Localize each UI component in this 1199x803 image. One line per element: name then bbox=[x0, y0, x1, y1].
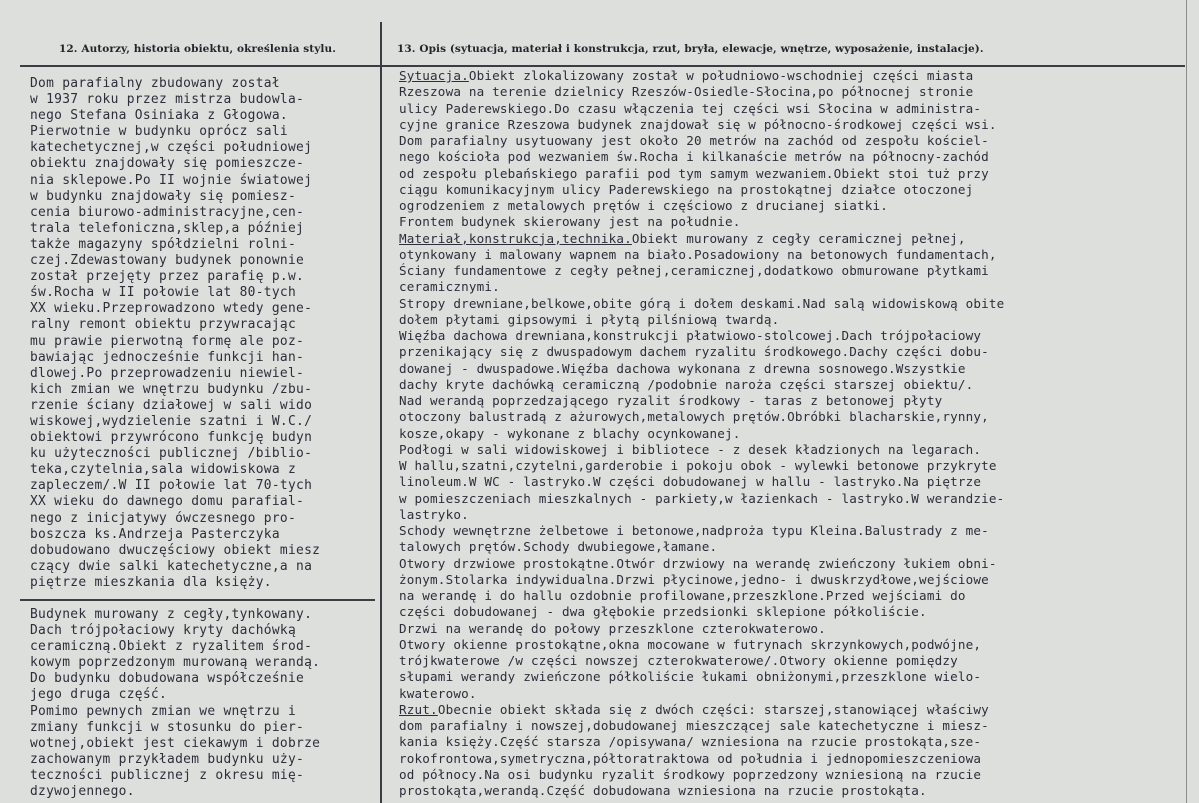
text-line: rzenie ściany działowej w sali wido bbox=[30, 397, 313, 413]
text-line: kich zmian we wnętrzu budynku /zbu- bbox=[30, 381, 313, 397]
text-line: Otwory drzwiowe prostokątne.Otwór drzwiowy na werandę zwieńczony łukiem obni- bbox=[399, 555, 997, 571]
text-line: Frontem budynek skierowany jest na południe. bbox=[399, 214, 741, 230]
text-line: w budynku znajdowały się pomiesz- bbox=[30, 188, 297, 204]
text-line: obiektowi przywrócono funkcję budyn bbox=[30, 430, 313, 446]
text-line: Ściany fundamentowe z cegły pełnej,ceramicznej,dodatkowo obmurowane płytkami bbox=[399, 263, 989, 278]
text-line: nego z inicjatywy ówczesnego pro- bbox=[30, 510, 297, 526]
text-line: zmiany funkcji w stosunku do pier- bbox=[30, 719, 305, 735]
text-line: Materiał,konstrukcja,technika.Obiekt murowany z cegły ceramicznej pełnej, bbox=[399, 230, 966, 246]
text-line: dobudowano dwuczęściowy obiekt miesz bbox=[30, 542, 321, 558]
text-line: nia sklepowe.Po II wojnie światowej bbox=[30, 172, 313, 188]
text-line: Dach trójpołaciowy kryty dachówką bbox=[30, 623, 297, 639]
text-line: czej.Zdewastowany budynek ponownie bbox=[30, 253, 305, 269]
text-line: ceramicznymi. bbox=[399, 279, 500, 295]
text-line: mu prawie pierwotną formę ale poz- bbox=[30, 333, 305, 349]
left-column-header: 12. Autorzy, historia obiektu, określenia stylu. bbox=[59, 43, 337, 55]
history-column bbox=[30, 76, 378, 800]
text-line: wiskowej,wydzielenie szatni i W.C./ bbox=[30, 413, 313, 429]
text-line: boszcza ks.Andrzeja Pasterczyka bbox=[30, 526, 280, 542]
text-line: dlowej.Po przeprowadzeniu niewiel- bbox=[30, 365, 305, 381]
text-line: Dom parafialny zbudowany został bbox=[30, 76, 280, 91]
text-line: Budynek murowany z cegły,tynkowany. bbox=[30, 607, 313, 622]
text-line: Nad werandą poprzedzającego ryzalit środkowy - taras z betonowej płyty bbox=[399, 393, 943, 408]
text-line: W hallu,szatni,czytelni,garderobie i pokoju obok - wylewki betonowe przykryte bbox=[399, 458, 997, 473]
text-line: od północy.Na osi budynku ryzalit środkowy poprzedzony wzniesioną na rzucie bbox=[399, 766, 982, 782]
text-line: kowym poprzedzonym murowaną werandą. bbox=[30, 655, 321, 671]
text-line: otynkowany i malowany wapnem na biało.Posadowiony na betonowych fundamentach, bbox=[399, 246, 997, 262]
text-line: trala telefoniczna,sklep,a później bbox=[30, 220, 305, 236]
right-column-header: 13. Opis (sytuacja, materiał i konstrukcja, rzut, bryła, elewacje, wnętrze, wyposażenie, instalacje). bbox=[397, 43, 984, 55]
text-line: XX wieku do dawnego domu parafial- bbox=[30, 494, 305, 510]
text-line: rokofrontowa,symetryczna,półtoratraktowa od południa i jednopomieszczeniowa bbox=[399, 750, 982, 766]
text-line: piętrze mieszkania dla księży. bbox=[30, 574, 272, 590]
section-separator bbox=[20, 599, 375, 601]
text-line: na werandę i do hallu ozdobnie profilowane,przeszklone.Przed wejściami do bbox=[399, 588, 966, 603]
text-line: dołem płytami gipsowymi i płytą pilśniową twardą. bbox=[399, 311, 780, 327]
history-text bbox=[30, 76, 378, 591]
text-line: Dom parafialny usytuowany jest około 20 metrów na zachód od zespołu kościel- bbox=[399, 133, 989, 148]
text-line: Do budynku dobudowana współcześnie bbox=[30, 671, 305, 687]
text-line: prostokąta,werandą.Część dobudowana wzniesiona na rzucie prostokąta. bbox=[399, 783, 927, 798]
text-line: także magazyny spółdzielni rolni- bbox=[30, 236, 297, 252]
text-line: w pomieszczeniach mieszkalnych - parkiety,w łazienkach - lastryko.W werandzie- bbox=[399, 490, 1005, 506]
text-line: obiektu znajdowały się pomieszcze- bbox=[30, 156, 305, 172]
text-line: teczności publicznej z okresu mię- bbox=[30, 767, 305, 783]
text-line: ralny remont obiektu przywracając bbox=[30, 317, 297, 333]
text-line: dowanej - dwuspadowe.Więźba dachowa wykonana z drewna sosnowego.Wszystkie bbox=[399, 360, 966, 376]
text-line: Więźba dachowa drewniana,konstrukcji płatwiowo-stolcowej.Dach trójpołaciowy bbox=[399, 328, 982, 343]
text-line: cenia biurowo-administracyjne,cen- bbox=[30, 204, 305, 220]
text-line: kwaterowo. bbox=[399, 685, 477, 701]
text-line: cyjne granice Rzeszowa budynek znajdował się w północno-środkowej części wsi. bbox=[399, 116, 997, 132]
text-line: ku użyteczności publicznej /biblio- bbox=[30, 446, 313, 462]
text-line: Pomimo pewnych zmian we wnętrzu i bbox=[30, 703, 297, 719]
section-heading: Materiał,konstrukcja,technika. bbox=[399, 230, 632, 246]
text-line: ulicy Paderewskiego.Do czasu włączenia tej części wsi Słocina w administra- bbox=[399, 100, 982, 116]
text-line: zachowanym przykładem budynku uży- bbox=[30, 751, 305, 767]
text-line: bawiając jednocześnie funkcji han- bbox=[30, 349, 305, 365]
text-line: nego Stefana Osiniaka z Głogowa. bbox=[30, 108, 288, 124]
text-line: Drzwi na werandę do połowy przeszklone czterokwaterowo. bbox=[399, 620, 826, 636]
description-column bbox=[399, 68, 1184, 799]
text-line: żonym.Stolarka indywidualna.Drzwi płycinowe,jedno- i dwuskrzydłowe,wejściowe bbox=[399, 571, 989, 587]
text-line: Podłogi w sali widowiskowej i bibliotece - z desek kładzionych na legarach. bbox=[399, 441, 982, 457]
text-line: dzywojennego. bbox=[30, 784, 135, 800]
text-line: ogrodzeniem z metalowych prętów i częściowo z drucianej siatki. bbox=[399, 198, 889, 213]
text-line: od zespołu plebańskiego parafii pod tym samym wezwaniem.Obiekt stoi tuż przy bbox=[399, 165, 989, 181]
page-edge bbox=[1186, 0, 1187, 803]
text-line: dom parafialny i nowszej,dobudowanej mieszczącej sale katechetyczne i miesz- bbox=[399, 718, 989, 733]
text-line: zapleczem/.W II połowie lat 70-tych bbox=[30, 478, 313, 494]
text-line: otoczony balustradą z ażurowych,metalowych prętów.Obróbki blacharskie,rynny, bbox=[399, 409, 989, 425]
text-line: czący dwie salki katechetyczne,a na bbox=[30, 558, 313, 574]
style-text bbox=[30, 607, 378, 800]
text-line: Stropy drewniane,belkowe,obite górą i dołem deskami.Nad salą widowiskową obite bbox=[399, 295, 1005, 311]
text-line: lastryko. bbox=[399, 506, 469, 522]
section-heading: Sytuacja. bbox=[399, 68, 469, 83]
text-line: Rzut.Obecnie obiekt składa się z dwóch części: starszej,stanowiącej właściwy bbox=[399, 701, 989, 717]
text-line: Rzeszowa na terenie dzielnicy Rzeszów-Osiedle-Słocina,po północnej stronie bbox=[399, 84, 974, 100]
text-line: w 1937 roku przez mistrza budowla- bbox=[30, 92, 305, 108]
text-line: Otwory okienne prostokątne,okna mocowane w futrynach skrzynkowych,podwójne, bbox=[399, 636, 982, 652]
text-line: słupami werandy zwieńczone półkoliście łukami obniżonymi,przeszklone wielo- bbox=[399, 669, 982, 685]
text-line: teka,czytelnia,sala widowiskowa z bbox=[30, 462, 297, 478]
text-line: XX wieku.Przeprowadzono wtedy gene- bbox=[30, 301, 313, 317]
text-line: Pierwotnie w budynku oprócz sali bbox=[30, 124, 288, 140]
section-heading: Rzut. bbox=[399, 701, 438, 717]
text-line: ceramiczną.Obiekt z ryzalitem środ- bbox=[30, 639, 313, 655]
text-line: przenikający się z dwuspadowym dachem ryzalitu środkowego.Dachy części dobu- bbox=[399, 344, 989, 360]
text-line: linoleum.W WC - lastryko.W części dobudowanej w hallu - lastryko.Na piętrze bbox=[399, 474, 982, 490]
text-line: części dobudowanej - dwa głębokie przedsionki sklepione półkoliście. bbox=[399, 604, 927, 620]
text-line: nego kościoła pod wezwaniem św.Rocha i kilkanaście metrów na północny-zachód bbox=[399, 149, 989, 165]
text-line: kania księży.Część starsza /opisywana/ wzniesiona na rzucie prostokąta,sze- bbox=[399, 734, 982, 750]
text-line: Sytuacja.Obiekt zlokalizowany został w południowo-wschodniej części miasta bbox=[399, 68, 974, 83]
description-text bbox=[399, 68, 1184, 799]
text-line: kosze,okapy - wykonane z blachy ocynkowanej. bbox=[399, 425, 741, 441]
text-line: Schody wewnętrzne żelbetowe i betonowe,nadproża typu Kleina.Balustrady z me- bbox=[399, 523, 989, 538]
text-line: dachy kryte dachówką ceramiczną /podobnie naroża części starszej obiektu/. bbox=[399, 376, 974, 392]
text-line: trójkwaterowe /w części nowszej czterokwaterowe/.Otwory okienne pomiędzy bbox=[399, 653, 958, 668]
text-line: wotnej,obiekt jest ciekawym i dobrze bbox=[30, 735, 321, 751]
header-rule bbox=[20, 65, 1185, 67]
text-line: św.Rocha w II połowie lat 80-tych bbox=[30, 285, 297, 301]
column-divider bbox=[380, 22, 382, 803]
text-line: jego druga część. bbox=[30, 687, 168, 703]
text-line: ciągu komunikacyjnym ulicy Paderewskiego na prostokątnej działce otoczonej bbox=[399, 181, 974, 197]
text-line: został przejęty przez parafię p.w. bbox=[30, 269, 305, 285]
text-line: katechetycznej,w części południowej bbox=[30, 140, 313, 156]
text-line: talowych prętów.Schody dwubiegowe,łamane. bbox=[399, 539, 718, 555]
